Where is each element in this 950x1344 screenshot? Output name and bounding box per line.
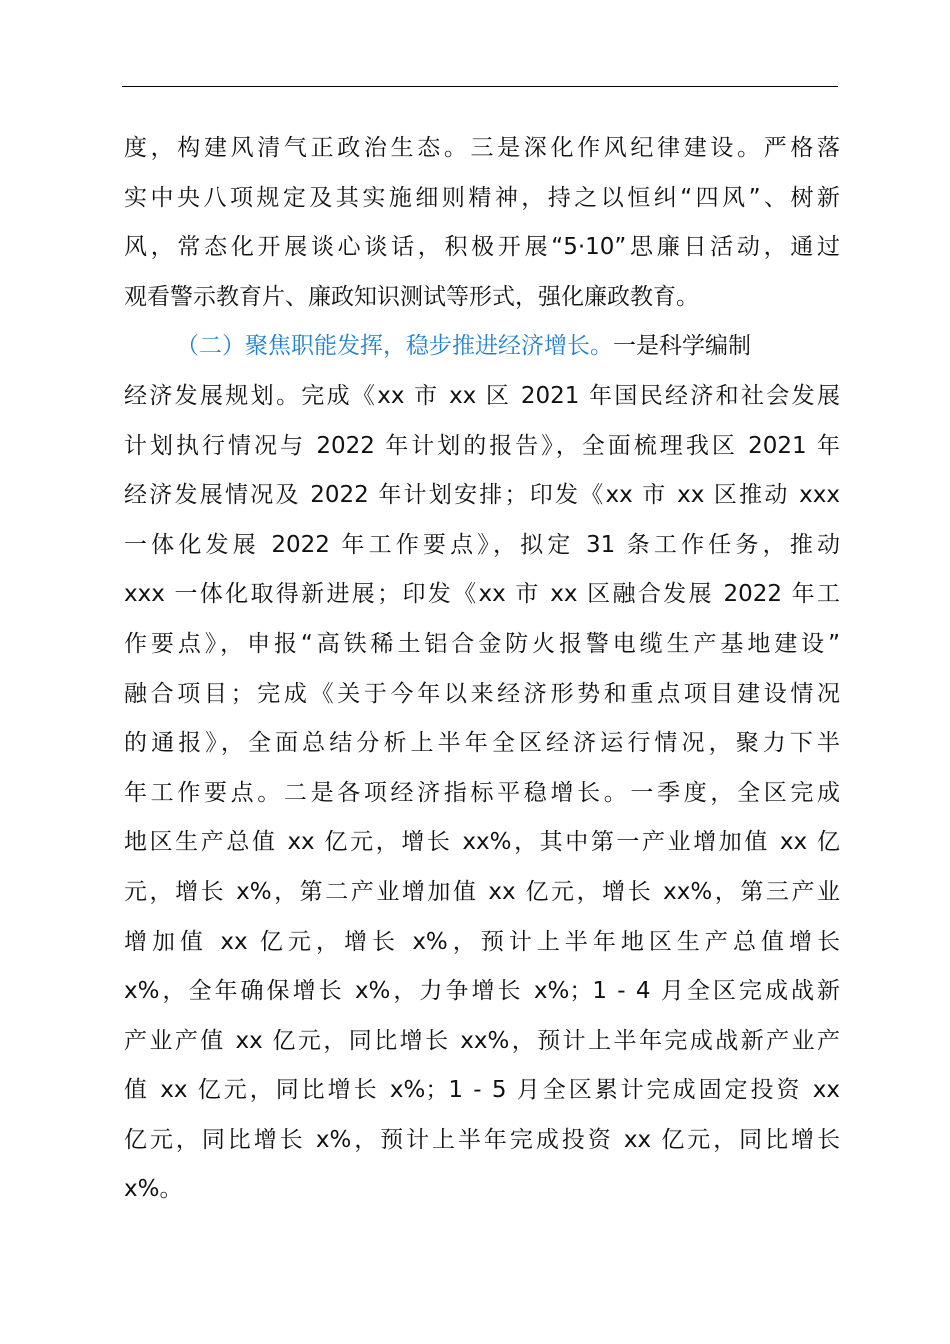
text-line: 观看警示教育片、廉政知识测试等形式，强化廉政教育。: [124, 283, 699, 310]
text-line: 地区生产总值 xx 亿元，增长 xx%，其中第一产业增加值 xx 亿: [124, 829, 840, 856]
text-line: 的通报》，全面总结分析上半年全区经济运行情况，聚力下半: [124, 730, 840, 757]
text-line: 元，增长 x%，第二产业增加值 xx 亿元，增长 xx%，第三产业: [124, 878, 840, 905]
text-line: 值 xx 亿元，同比增长 x%；1 - 5 月全区累计完成固定投资 xx: [124, 1077, 840, 1104]
text-line: 年工作要点。二是各项经济指标平稳增长。一季度，全区完成: [124, 779, 840, 806]
text-line: 实中央八项规定及其实施细则精神，持之以恒纠“四风”、树新: [124, 184, 840, 211]
text-line: 作要点》，申报“高铁稀土铝合金防火报警电缆生产基地建设”: [124, 630, 840, 657]
text-line: 亿元，同比增长 x%，预计上半年完成投资 xx 亿元，同比增长: [124, 1126, 840, 1153]
section-first-line: [124, 322, 840, 372]
text-line: 产业产值 xx 亿元，同比增长 xx%，预计上半年完成战新产业产: [124, 1027, 840, 1054]
text-line: 计划执行情况与 2022 年计划的报告》，全面梳理我区 2021 年: [124, 432, 840, 459]
text-line: 度，构建风清气正政治生态。三是深化作风纪律建设。严格落: [124, 135, 840, 161]
text-line-last: x%。: [124, 1176, 183, 1203]
text-line: 增加值 xx 亿元，增长 x%，预计上半年地区生产总值增长: [124, 928, 840, 955]
text-line: 风，常态化开展谈心谈话，积极开展“5·10”思廉日活动，通过: [124, 234, 840, 261]
text-line: 经济发展规划。完成《xx 市 xx 区 2021 年国民经济和社会发展: [124, 382, 840, 409]
text-line: 经济发展情况及 2022 年计划安排；印发《xx 市 xx 区推动 xxx: [124, 482, 840, 509]
text-line: xxx 一体化取得新进展；印发《xx 市 xx 区融合发展 2022 年工: [124, 581, 840, 608]
section-first-line-text: 一是科学编制: [613, 333, 751, 360]
section-heading: （二）聚焦职能发挥，稳步推进经济增长。: [176, 333, 613, 360]
document-body: [124, 124, 840, 1215]
text-line: x%，全年确保增长 x%，力争增长 x%；1 - 4 月全区完成战新: [124, 978, 840, 1005]
text-line: 一体化发展 2022 年工作要点》，拟定 31 条工作任务，推动: [124, 531, 840, 558]
text-line: 融合项目；完成《关于今年以来经济形势和重点项目建设情况: [124, 680, 840, 707]
header-rule: [122, 86, 838, 87]
